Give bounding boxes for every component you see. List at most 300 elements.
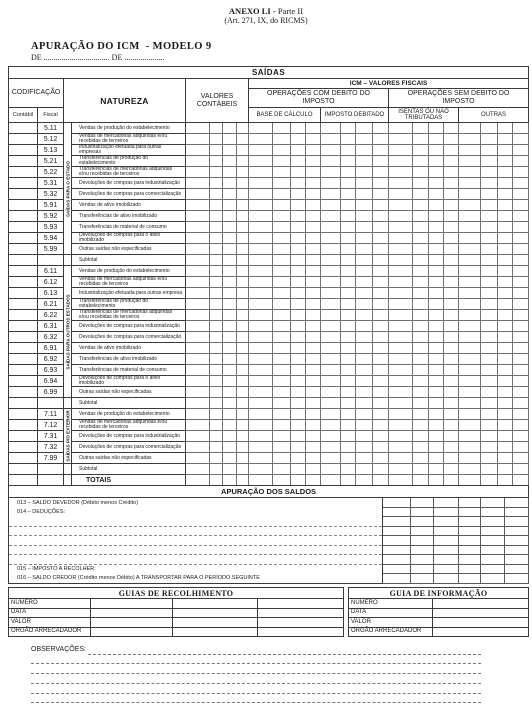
other-value-cell xyxy=(459,277,481,288)
exempt-value-cell xyxy=(389,354,413,365)
table-row xyxy=(9,145,529,156)
tax-base-cell xyxy=(273,134,291,145)
exempt-value-cell xyxy=(429,167,444,178)
subtotal-row xyxy=(9,255,529,266)
other-value-cell xyxy=(481,332,498,343)
tax-base-cell xyxy=(249,343,273,354)
exempt-value-cell xyxy=(444,134,459,145)
exempt-value-cell xyxy=(429,266,444,277)
guide-agency-label: ORGÃO ARRECADADOR xyxy=(9,627,91,637)
book-value-cell xyxy=(210,431,223,442)
nature-cell: Outras saídas não especificadas xyxy=(72,453,186,464)
tax-base-cell xyxy=(273,255,291,266)
exempt-value-cell xyxy=(389,376,413,387)
book-value-cell xyxy=(237,343,249,354)
nature-cell: Vendas de mercadorias adquiridas e/ou recebidas de terceiros xyxy=(72,134,186,145)
exempt-value-cell xyxy=(429,288,444,299)
table-row xyxy=(9,200,529,211)
book-value-cell xyxy=(237,288,249,299)
tax-debited-cell xyxy=(341,321,356,332)
table-row xyxy=(9,343,529,354)
tax-debited-cell xyxy=(321,387,341,398)
other-value-cell xyxy=(498,233,513,244)
tax-debited-cell xyxy=(356,310,373,321)
tax-debited-cell xyxy=(321,409,341,420)
info-number-label: NUMERO xyxy=(349,599,433,609)
exempt-value-cell xyxy=(389,189,413,200)
tax-base-cell xyxy=(291,255,306,266)
tax-debited-cell xyxy=(321,233,341,244)
other-value-cell xyxy=(459,343,481,354)
other-value-cell xyxy=(498,211,513,222)
book-value-cell xyxy=(237,123,249,134)
book-value-cell xyxy=(223,409,237,420)
exempt-value-cell xyxy=(429,123,444,134)
tax-base-cell xyxy=(291,167,306,178)
exempt-value-cell xyxy=(429,156,444,167)
book-value-cell xyxy=(223,211,237,222)
tax-base-cell xyxy=(306,156,321,167)
table-row xyxy=(9,332,529,343)
deduction-line xyxy=(9,526,383,536)
balance-value-cell xyxy=(459,517,481,527)
tax-base-cell xyxy=(306,277,321,288)
tax-base-cell xyxy=(273,453,291,464)
exempt-value-cell xyxy=(429,145,444,156)
tax-base-cell xyxy=(273,365,291,376)
balance-value-cell xyxy=(434,526,459,536)
tax-debited-cell xyxy=(356,442,373,453)
accounting-code-cell xyxy=(9,277,38,288)
book-value-cell xyxy=(186,431,210,442)
other-value-cell xyxy=(481,321,498,332)
book-value-cell xyxy=(186,244,210,255)
guide-value-cell xyxy=(258,608,344,618)
tax-base-cell xyxy=(306,288,321,299)
exempt-value-cell xyxy=(389,255,413,266)
other-value-cell xyxy=(481,123,498,134)
exempt-value-cell xyxy=(413,255,429,266)
other-value-cell xyxy=(513,200,529,211)
book-value-cell xyxy=(186,277,210,288)
other-value-cell xyxy=(481,167,498,178)
tax-debited-cell xyxy=(373,156,389,167)
other-value-cell xyxy=(498,387,513,398)
book-value-cell xyxy=(210,255,223,266)
accounting-code-cell xyxy=(9,167,38,178)
guide-value-cell xyxy=(91,627,173,637)
book-value-cell xyxy=(237,321,249,332)
tax-base-cell xyxy=(273,464,291,475)
tax-debited-cell xyxy=(356,343,373,354)
tax-base-cell xyxy=(291,409,306,420)
exempt-value-cell xyxy=(389,343,413,354)
other-value-cell xyxy=(513,387,529,398)
nature-cell: Vendas de produção do estabelecimento xyxy=(72,123,186,134)
other-value-cell xyxy=(513,178,529,189)
accounting-code-cell xyxy=(9,420,38,431)
exempt-value-cell xyxy=(429,332,444,343)
book-value-cell xyxy=(186,354,210,365)
accounting-code-cell xyxy=(9,178,38,189)
balance-value-cell xyxy=(434,517,459,527)
balance-value-cell xyxy=(505,498,529,508)
book-value-cell xyxy=(237,354,249,365)
book-value-cell xyxy=(223,123,237,134)
accounting-code-cell xyxy=(9,376,38,387)
tax-base-cell xyxy=(249,222,273,233)
tax-base-cell xyxy=(291,277,306,288)
exempt-value-cell xyxy=(444,167,459,178)
exempt-value-cell xyxy=(429,453,444,464)
exempt-value-cell xyxy=(444,431,459,442)
book-value-cell xyxy=(223,299,237,310)
book-value-cell xyxy=(210,321,223,332)
deduction-line xyxy=(9,545,383,555)
group-label-cell xyxy=(64,475,72,486)
tax-debited-cell xyxy=(373,453,389,464)
other-value-cell xyxy=(459,387,481,398)
other-value-cell xyxy=(481,376,498,387)
exempt-value-cell xyxy=(389,299,413,310)
other-value-cell xyxy=(513,299,529,310)
book-value-cell xyxy=(237,222,249,233)
guide-value-cell xyxy=(258,627,344,637)
exempt-value-cell xyxy=(444,255,459,266)
group-label: SAÍDAS PARA O ESTADO xyxy=(65,160,70,217)
information-guide-title: GUIA DE INFORMAÇÃO xyxy=(349,588,529,599)
tax-debited-cell xyxy=(373,420,389,431)
other-value-cell xyxy=(498,134,513,145)
group-label-cell xyxy=(64,123,72,255)
table-row xyxy=(9,266,529,277)
tax-base-cell xyxy=(273,343,291,354)
tax-debited-cell xyxy=(321,167,341,178)
accounting-code-cell xyxy=(9,288,38,299)
tax-base-cell xyxy=(306,343,321,354)
exempt-value-cell xyxy=(444,464,459,475)
balance-value-cell xyxy=(459,574,481,584)
exempt-value-cell xyxy=(413,354,429,365)
tax-base-cell xyxy=(306,178,321,189)
balance-value-cell xyxy=(505,526,529,536)
tax-debited-cell xyxy=(373,332,389,343)
fiscal-code-cell xyxy=(38,398,64,409)
exempt-value-cell xyxy=(413,211,429,222)
other-value-cell xyxy=(498,376,513,387)
book-value-cell xyxy=(210,189,223,200)
nature-cell: Outras saídas não especificadas xyxy=(72,387,186,398)
tax-base-cell xyxy=(306,376,321,387)
tax-base-cell xyxy=(249,409,273,420)
book-value-cell xyxy=(186,200,210,211)
other-value-cell xyxy=(459,189,481,200)
other-value-cell xyxy=(498,167,513,178)
accounting-code-cell xyxy=(9,211,38,222)
tax-base-cell xyxy=(306,134,321,145)
exempt-value-cell xyxy=(444,178,459,189)
tax-base-cell xyxy=(306,145,321,156)
tax-debited-cell xyxy=(321,211,341,222)
tax-base-cell xyxy=(249,156,273,167)
tax-base-cell xyxy=(249,167,273,178)
book-value-cell xyxy=(237,277,249,288)
accounting-code-cell xyxy=(9,321,38,332)
exempt-value-cell xyxy=(444,442,459,453)
tax-debited-cell xyxy=(356,167,373,178)
balance-value-cell xyxy=(383,526,411,536)
book-value-cell xyxy=(186,145,210,156)
fiscal-code-cell: 6.31 xyxy=(38,321,64,332)
exempt-value-cell xyxy=(413,134,429,145)
book-value-cell xyxy=(210,442,223,453)
tax-base-cell xyxy=(306,453,321,464)
tax-base-cell xyxy=(273,332,291,343)
other-value-cell xyxy=(498,156,513,167)
balance-value-cell xyxy=(459,545,481,555)
balance-line-016: 016 – SALDO CREDOR (Crédito menos Débito) A TRANSPORTAR PARA O PERÍODO SEGUINTE xyxy=(9,574,383,584)
tax-base-cell xyxy=(273,321,291,332)
balance-value-cell xyxy=(459,564,481,574)
tax-base-cell xyxy=(249,134,273,145)
tax-base-cell xyxy=(306,255,321,266)
group-label: SAÍDAS P/O EXTERIOR xyxy=(65,410,70,462)
other-value-cell xyxy=(513,288,529,299)
tax-debited-cell xyxy=(356,464,373,475)
outputs-table xyxy=(8,66,529,486)
other-value-cell xyxy=(459,409,481,420)
table-row xyxy=(9,431,529,442)
tax-debited-cell xyxy=(341,442,356,453)
tax-debited-cell xyxy=(321,354,341,365)
tax-debited-cell xyxy=(373,244,389,255)
exempt-value-cell xyxy=(389,409,413,420)
balance-value-cell xyxy=(411,564,434,574)
exempt-value-cell xyxy=(444,343,459,354)
exempt-value-cell xyxy=(413,299,429,310)
fiscal-code-cell: 5.32 xyxy=(38,189,64,200)
other-value-cell xyxy=(498,453,513,464)
book-value-cell xyxy=(237,453,249,464)
accounting-code-cell xyxy=(9,387,38,398)
book-value-cell xyxy=(210,123,223,134)
exempt-value-cell xyxy=(413,398,429,409)
tax-base-cell xyxy=(273,145,291,156)
fiscal-code-cell: 5.11 xyxy=(38,123,64,134)
other-value-cell xyxy=(459,145,481,156)
other-value-cell xyxy=(459,123,481,134)
accounting-code-cell xyxy=(9,310,38,321)
group-label-cell xyxy=(64,409,72,464)
exempt-value-cell xyxy=(444,222,459,233)
exempt-value-cell xyxy=(413,387,429,398)
other-value-cell xyxy=(459,310,481,321)
balance-value-cell xyxy=(505,545,529,555)
tax-debited-cell xyxy=(321,343,341,354)
accounting-code-cell xyxy=(9,453,38,464)
other-value-cell xyxy=(459,288,481,299)
book-value-cell xyxy=(186,288,210,299)
book-value-cell xyxy=(186,420,210,431)
tax-debited-cell xyxy=(321,332,341,343)
book-value-cell xyxy=(223,288,237,299)
other-value-cell xyxy=(481,398,498,409)
tax-base-cell xyxy=(291,222,306,233)
exempt-value-cell xyxy=(429,431,444,442)
exempt-value-cell xyxy=(389,387,413,398)
other-value-cell xyxy=(481,255,498,266)
exempt-value-cell xyxy=(389,475,413,486)
exempt-value-cell xyxy=(429,387,444,398)
book-value-cell xyxy=(223,244,237,255)
tax-debited-cell xyxy=(341,233,356,244)
book-value-cell xyxy=(186,376,210,387)
table-row xyxy=(9,178,529,189)
subtotal-label: Subtotal xyxy=(72,464,186,475)
tax-debited-cell xyxy=(373,354,389,365)
book-value-cell xyxy=(210,343,223,354)
table-row xyxy=(9,244,529,255)
nature-cell: Devoluções de compras para o ativo imobilizado xyxy=(72,376,186,387)
tax-debited-cell xyxy=(373,343,389,354)
info-value-cell xyxy=(433,627,529,637)
exempt-value-cell xyxy=(444,310,459,321)
nature-cell: Industrialização efetuada para outras empresa xyxy=(72,288,186,299)
book-value-cell xyxy=(210,387,223,398)
subtotal-row xyxy=(9,398,529,409)
book-value-cell xyxy=(237,387,249,398)
book-value-cell xyxy=(223,200,237,211)
other-value-cell xyxy=(481,310,498,321)
exempt-value-cell xyxy=(444,244,459,255)
exempt-value-cell xyxy=(389,244,413,255)
tax-debited-cell xyxy=(356,255,373,266)
balance-value-cell xyxy=(505,564,529,574)
deduction-line xyxy=(9,536,383,546)
exempt-value-cell xyxy=(444,409,459,420)
tax-debited-cell xyxy=(341,299,356,310)
tax-debited-cell xyxy=(373,134,389,145)
other-value-cell xyxy=(481,145,498,156)
exempt-value-cell xyxy=(389,398,413,409)
fiscal-code-cell: 5.99 xyxy=(38,244,64,255)
other-value-cell xyxy=(513,343,529,354)
accounting-code-cell xyxy=(9,222,38,233)
balance-value-cell xyxy=(481,545,505,555)
exempt-value-cell xyxy=(389,145,413,156)
table-row xyxy=(9,453,529,464)
tax-base-cell xyxy=(306,233,321,244)
exempt-value-cell xyxy=(429,134,444,145)
tax-debited-cell xyxy=(321,299,341,310)
book-value-cell xyxy=(186,442,210,453)
tax-base-cell xyxy=(249,442,273,453)
exempt-value-cell xyxy=(389,453,413,464)
tax-debited-cell xyxy=(373,431,389,442)
fiscal-code-cell: 6.22 xyxy=(38,310,64,321)
other-value-cell xyxy=(513,244,529,255)
tax-base-cell xyxy=(306,431,321,442)
balance-value-cell xyxy=(459,507,481,517)
other-value-cell xyxy=(459,376,481,387)
exempt-value-cell xyxy=(413,409,429,420)
tax-debited-cell xyxy=(341,156,356,167)
exempt-value-cell xyxy=(413,475,429,486)
guide-amount-label: VALOR xyxy=(9,618,91,628)
book-value-cell xyxy=(186,222,210,233)
book-value-cell xyxy=(237,255,249,266)
exempt-value-cell xyxy=(429,321,444,332)
observation-line xyxy=(88,654,481,655)
tax-debited-cell xyxy=(321,475,341,486)
other-value-cell xyxy=(481,277,498,288)
tax-base-cell xyxy=(291,178,306,189)
tax-base-cell xyxy=(249,310,273,321)
accounting-code-cell xyxy=(9,189,38,200)
book-value-cell xyxy=(186,398,210,409)
tax-debited-cell xyxy=(373,299,389,310)
tax-base-cell xyxy=(249,189,273,200)
guide-value-cell xyxy=(258,599,344,609)
book-value-cell xyxy=(237,156,249,167)
book-value-cell xyxy=(210,266,223,277)
book-value-cell xyxy=(237,376,249,387)
tax-debited-cell xyxy=(341,310,356,321)
exempt-value-cell xyxy=(444,475,459,486)
exempt-value-cell xyxy=(413,420,429,431)
other-value-cell xyxy=(481,365,498,376)
other-value-cell xyxy=(459,365,481,376)
other-value-cell xyxy=(498,244,513,255)
other-value-cell xyxy=(513,475,529,486)
table-row xyxy=(9,277,529,288)
group-label-cell xyxy=(64,266,72,398)
tax-debited-cell xyxy=(356,420,373,431)
annex-heading xyxy=(0,6,532,16)
book-value-cell xyxy=(186,365,210,376)
tax-base-cell xyxy=(249,332,273,343)
table-row xyxy=(9,365,529,376)
balance-value-cell xyxy=(481,536,505,546)
fiscal-code-cell: 6.94 xyxy=(38,376,64,387)
tax-debited-cell xyxy=(341,343,356,354)
tax-debited-cell xyxy=(341,145,356,156)
exempt-value-cell xyxy=(389,200,413,211)
exempt-value-cell xyxy=(429,277,444,288)
exempt-value-cell xyxy=(413,200,429,211)
book-value-cell xyxy=(237,189,249,200)
other-value-cell xyxy=(498,398,513,409)
deduction-line xyxy=(9,555,383,565)
tax-base-cell xyxy=(273,354,291,365)
tax-debited-cell xyxy=(341,277,356,288)
exempt-value-cell xyxy=(389,321,413,332)
tax-base-cell xyxy=(291,145,306,156)
book-value-cell xyxy=(237,442,249,453)
other-value-cell xyxy=(498,299,513,310)
tax-base-cell xyxy=(306,189,321,200)
tax-base-cell xyxy=(249,453,273,464)
tax-base-cell xyxy=(273,178,291,189)
tax-base-cell xyxy=(291,431,306,442)
exempt-value-cell xyxy=(429,442,444,453)
exempt-value-cell xyxy=(389,167,413,178)
exempt-value-cell xyxy=(444,387,459,398)
book-value-cell xyxy=(223,475,237,486)
tax-debited-cell xyxy=(373,310,389,321)
fiscal-code-cell: 7.12 xyxy=(38,420,64,431)
tax-base-cell xyxy=(291,453,306,464)
